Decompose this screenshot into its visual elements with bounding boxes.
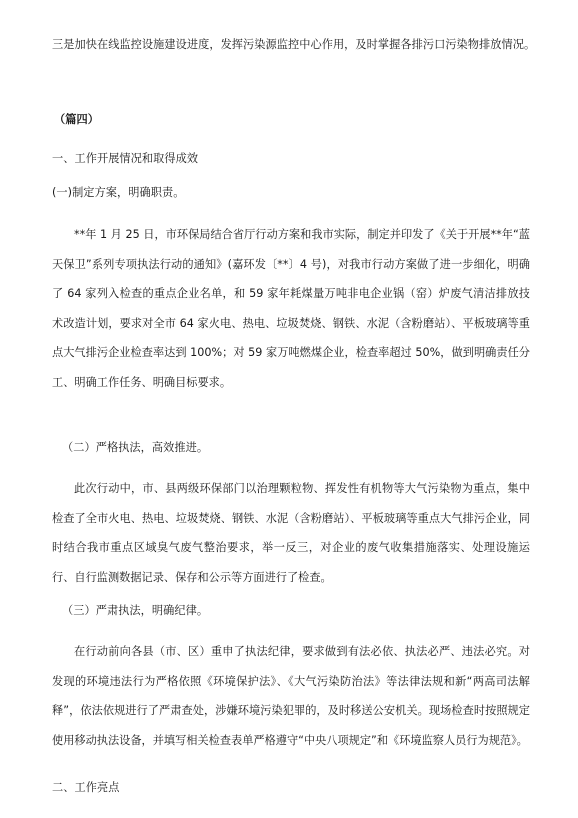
section-heading: （篇四） [54, 113, 99, 126]
subheading-strict-enforcement: （二）严格执法，高效推进。 [62, 441, 209, 454]
subheading-discipline: （三）严肃执法，明确纪律。 [62, 604, 209, 617]
heading-highlights: 二、工作亮点 [52, 781, 120, 794]
heading-work-progress: 一、工作开展情况和取得成效 [52, 152, 199, 165]
paragraph-discipline: 在行动前向各县（市、区）重申了执法纪律，要求做到有法必依、执法必严、违法必究。对发现的环境违法行为严格依照《环境保护法》、《大气污染防治法》等法律法规和新“两高司法解释”，依法依规进行了严肃查处，涉嫌环境污染犯罪的，及时移送公安机关。现场检查时按照规定使用移动执法设备，并填写相关检查表单严格遵守“中央八项规定”和《环境监察人员行为规范》。 [52, 645, 530, 747]
intro-paragraph: 三是加快在线监控设施建设进度，发挥污染源监控中心作用，及时掌握各排污口污染物排放情况。 [52, 38, 536, 51]
paragraph-enforcement: 此次行动中，市、县两级环保部门以治理颗粒物、挥发性有机物等大气污染物为重点，集中检查了全市火电、热电、垃圾焚烧、钢铁、水泥（含粉磨站）、平板玻璃等重点大气排污企业，同时结合我市重点区域臭气废气整治要求，举一反三，对企业的废气收集措施落实、处理设施运行、自行监测数据记录、保存和公示等方面进行了检查。 [52, 482, 530, 584]
subheading-plan: (一)制定方案，明确职责。 [52, 186, 185, 199]
paragraph-plan: **年 1 月 25 日，市环保局结合省厅行动方案和我市实际，制定并印发了《关于开展**年“蓝天保卫”系列专项执法行动的通知》(嘉环发〔**〕4 号)，对我市行动方案做了进一步细化，明确了 64 家列入检查的重点企业名单，和 59 家年耗煤量万吨非电企业锅（窑）炉废气清洁排放技术改造计划，要求对全市 64 家火电、热电、垃圾焚烧、钢铁、水泥（含粉磨站）、平板玻璃等重点大气排污企业检查率达到 100%；对 59 家万吨燃煤企业，检查率超过 50%，做到明确责任分工、明确工作任务、明确目标要求。 [52, 228, 530, 389]
